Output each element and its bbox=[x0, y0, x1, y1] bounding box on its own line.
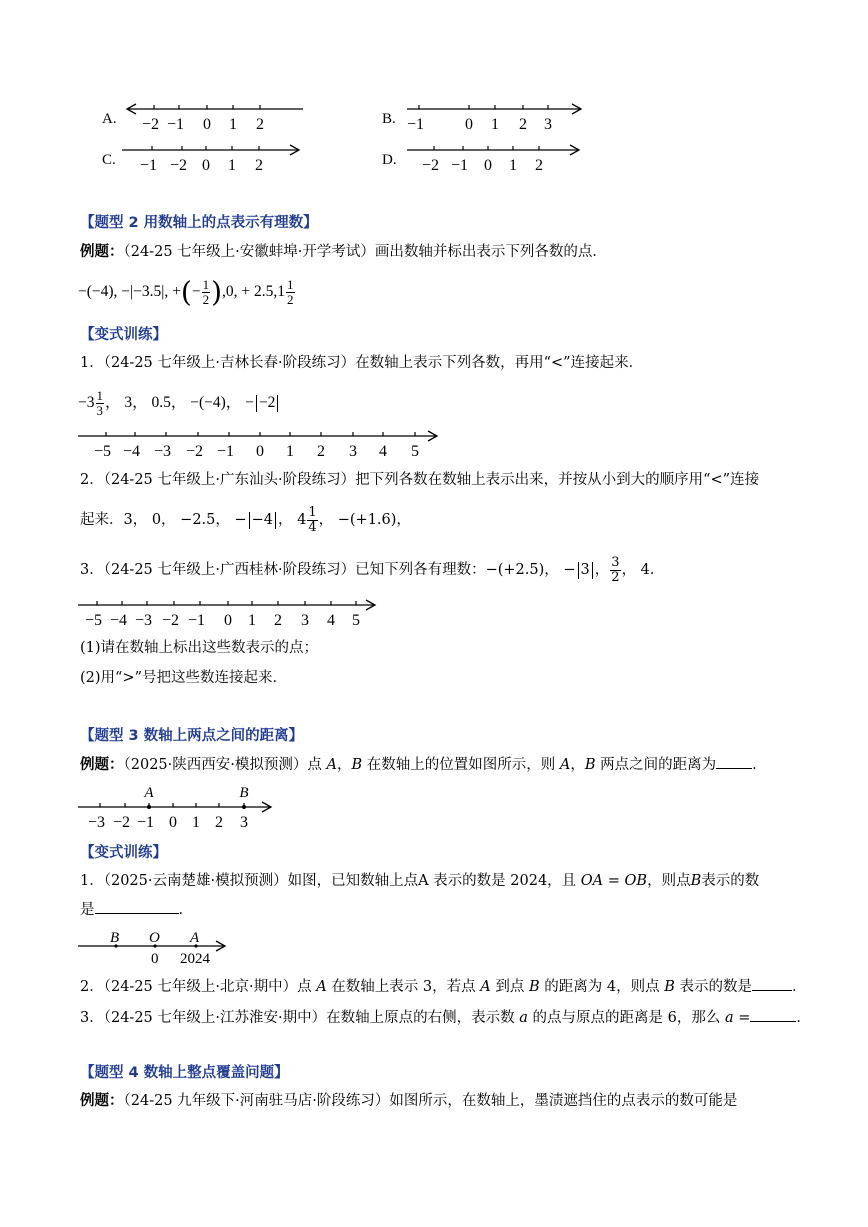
tick-label: 0 bbox=[169, 814, 177, 831]
tick-label: 2 bbox=[519, 116, 527, 133]
fraction: $\frac{1}{2}$ bbox=[287, 276, 294, 307]
type2-q3-sub2: (2)用“>”号把这些数连接起来． bbox=[80, 670, 288, 686]
type2-q2-line2: 起来．3， 0， −2.5， − −4 ， 4 $\frac{1}{4}$ ， −(+1.6)， bbox=[80, 504, 411, 535]
fraction: $\frac{3}{2}$ bbox=[611, 554, 620, 585]
tick-label: −2 bbox=[161, 612, 179, 629]
point-b-dot bbox=[242, 805, 246, 809]
fraction: $\frac{1}{4}$ bbox=[308, 504, 317, 535]
tick-label: −1 bbox=[187, 612, 205, 629]
type4-heading: 【题型 4 数轴上整点覆盖问题】 bbox=[80, 1065, 289, 1081]
tick-label: −4 bbox=[109, 612, 127, 629]
tick-label: 4 bbox=[379, 443, 387, 460]
option-a-label: A. bbox=[102, 111, 117, 127]
tick-label: 5 bbox=[411, 443, 419, 460]
type3-q1-line2: 是 ． bbox=[80, 902, 193, 918]
tick-label: 0 bbox=[203, 116, 211, 133]
origin-label: O bbox=[149, 930, 160, 946]
type2-q2-line1: 2．（24-25 七年级上·广东汕头·阶段练习）把下列各数在数轴上表示出来，并按从小到大的顺序用“<”连接 bbox=[80, 472, 760, 488]
tick-label: 2 bbox=[215, 814, 223, 831]
tick-label: −2 bbox=[112, 814, 130, 831]
value-label: 2024 bbox=[180, 951, 210, 967]
example-label: 例题： bbox=[80, 243, 124, 260]
tick-label: 1 bbox=[228, 157, 236, 174]
type2-q1-number-line bbox=[78, 427, 448, 467]
tick-label: −3 bbox=[153, 443, 171, 460]
point-b-label: B bbox=[110, 930, 120, 946]
fraction: $\frac{1}{3}$ bbox=[96, 387, 103, 418]
tick-label: −1 bbox=[136, 814, 154, 831]
tick-label: 0 bbox=[224, 612, 232, 629]
example-text: （24-25 七年级上·安徽蚌埠·开学考试）画出数轴并标出表示下列各数的点． bbox=[123, 244, 607, 260]
option-a-number-line bbox=[120, 100, 310, 136]
tick-label: −2 bbox=[421, 157, 439, 174]
tick-label: −1 bbox=[450, 157, 468, 174]
tick-label: −2 bbox=[185, 443, 203, 460]
zero-label: 0 bbox=[151, 951, 159, 967]
type2-q1-math: −3 $\frac{1}{3}$ ， 3， 0.5， −(−4)， − −2 bbox=[78, 384, 280, 422]
tick-label: 3 bbox=[301, 612, 309, 629]
type3-q1-line1: 1．（2025·云南楚雄·模拟预测）如图，已知数轴上点A 表示的数是 2024，且 OA = OB，则点B表示的数 bbox=[80, 873, 760, 889]
option-b-label: B. bbox=[382, 111, 396, 127]
type2-q1-text: 1．（24-25 七年级上·吉林长春·阶段练习）在数轴上表示下列各数，再用“<”连接起来． bbox=[80, 355, 644, 371]
tick-label: 1 bbox=[229, 116, 237, 133]
tick-label: 2 bbox=[535, 157, 543, 174]
tick-label: −2 bbox=[169, 157, 187, 174]
tick-label: −5 bbox=[84, 612, 102, 629]
type3-heading: 【题型 3 数轴上两点之间的距离】 bbox=[80, 728, 304, 744]
type3-example: 例题：（2025·陕西西安·模拟预测）点 A，B 在数轴上的位置如图所示，则 A，B 两点之间的距离为 ． bbox=[80, 756, 767, 773]
tick-label: 0 bbox=[256, 443, 264, 460]
tick-label: −2 bbox=[141, 116, 159, 133]
tick-label: −1 bbox=[216, 443, 234, 460]
tick-label: −1 bbox=[166, 116, 184, 133]
type3-q3: 3．（24-25 七年级上·江苏淮安·期中）在数轴上原点的右侧，表示数 a 的点与原点的距离是 6，那么 a = ． bbox=[80, 1010, 811, 1026]
point-a-label: A bbox=[190, 930, 200, 946]
tick-label: 1 bbox=[509, 157, 517, 174]
tick-label: 0 bbox=[465, 116, 473, 133]
tick-label: 1 bbox=[286, 443, 294, 460]
option-d-number-line bbox=[402, 141, 592, 177]
type4-example: 例题：（24-25 九年级下·河南驻马店·阶段练习）如图所示，在数轴上，墨渍遮挡住的点表示的数可能是 bbox=[80, 1092, 738, 1109]
variant-heading: 【变式训练】 bbox=[80, 327, 167, 343]
type2-q3-number-line bbox=[78, 596, 388, 636]
tick-label: −3 bbox=[134, 612, 152, 629]
type2-q3-sub1: (1)请在数轴上标出这些数表示的点； bbox=[80, 640, 319, 656]
point-b-label: B bbox=[239, 785, 249, 801]
option-b-number-line bbox=[402, 100, 592, 136]
tick-label: 1 bbox=[491, 116, 499, 133]
tick-label: −4 bbox=[122, 443, 140, 460]
fraction: $\frac{1}{2}$ bbox=[202, 276, 210, 307]
option-d-label: D. bbox=[382, 152, 397, 168]
tick-label: 1 bbox=[192, 814, 200, 831]
type2-example-math: −(−4), −|−3.5|, +(− $\frac{1}{2}$ ),0, + 2.5,1 $\frac{1}{2}$ bbox=[78, 275, 294, 309]
type2-heading: 【题型 2 用数轴上的点表示有理数】 bbox=[80, 215, 318, 231]
tick-label: 4 bbox=[327, 612, 335, 629]
tick-label: 2 bbox=[255, 157, 263, 174]
option-c-label: C. bbox=[102, 152, 116, 168]
point-a-label: A bbox=[144, 785, 154, 801]
tick-label: 3 bbox=[544, 116, 552, 133]
tick-label: 2 bbox=[274, 612, 282, 629]
tick-label: −1 bbox=[406, 116, 424, 133]
tick-label: 3 bbox=[349, 443, 357, 460]
tick-label: 0 bbox=[484, 157, 492, 174]
type3-variant-heading: 【变式训练】 bbox=[80, 845, 167, 861]
tick-label: 5 bbox=[352, 612, 360, 629]
tick-label: 0 bbox=[202, 157, 210, 174]
point-a-dot bbox=[147, 805, 151, 809]
type2-example bbox=[80, 242, 607, 262]
tick-label: −1 bbox=[139, 157, 157, 174]
type3-q2: 2．（24-25 七年级上·北京·期中）点 A 在数轴上表示 3，若点 A 到点 B 的距离为 4，则点 B 表示的数是 ． bbox=[80, 979, 807, 995]
tick-label: 3 bbox=[240, 814, 248, 831]
tick-label: −3 bbox=[87, 814, 105, 831]
type3-q1-number-line bbox=[78, 926, 238, 972]
tick-label: −5 bbox=[93, 443, 111, 460]
tick-label: 1 bbox=[248, 612, 256, 629]
tick-label: 2 bbox=[317, 443, 325, 460]
type2-q3-text: 3．（24-25 七年级上·广西桂林·阶段练习）已知下列各有理数：−(+2.5)， − 3 ， $\frac{3}{2}$ ， 4． bbox=[80, 554, 665, 585]
type3-example-number-line bbox=[78, 778, 278, 834]
option-c-number-line bbox=[120, 141, 310, 177]
tick-label: 2 bbox=[256, 116, 264, 133]
